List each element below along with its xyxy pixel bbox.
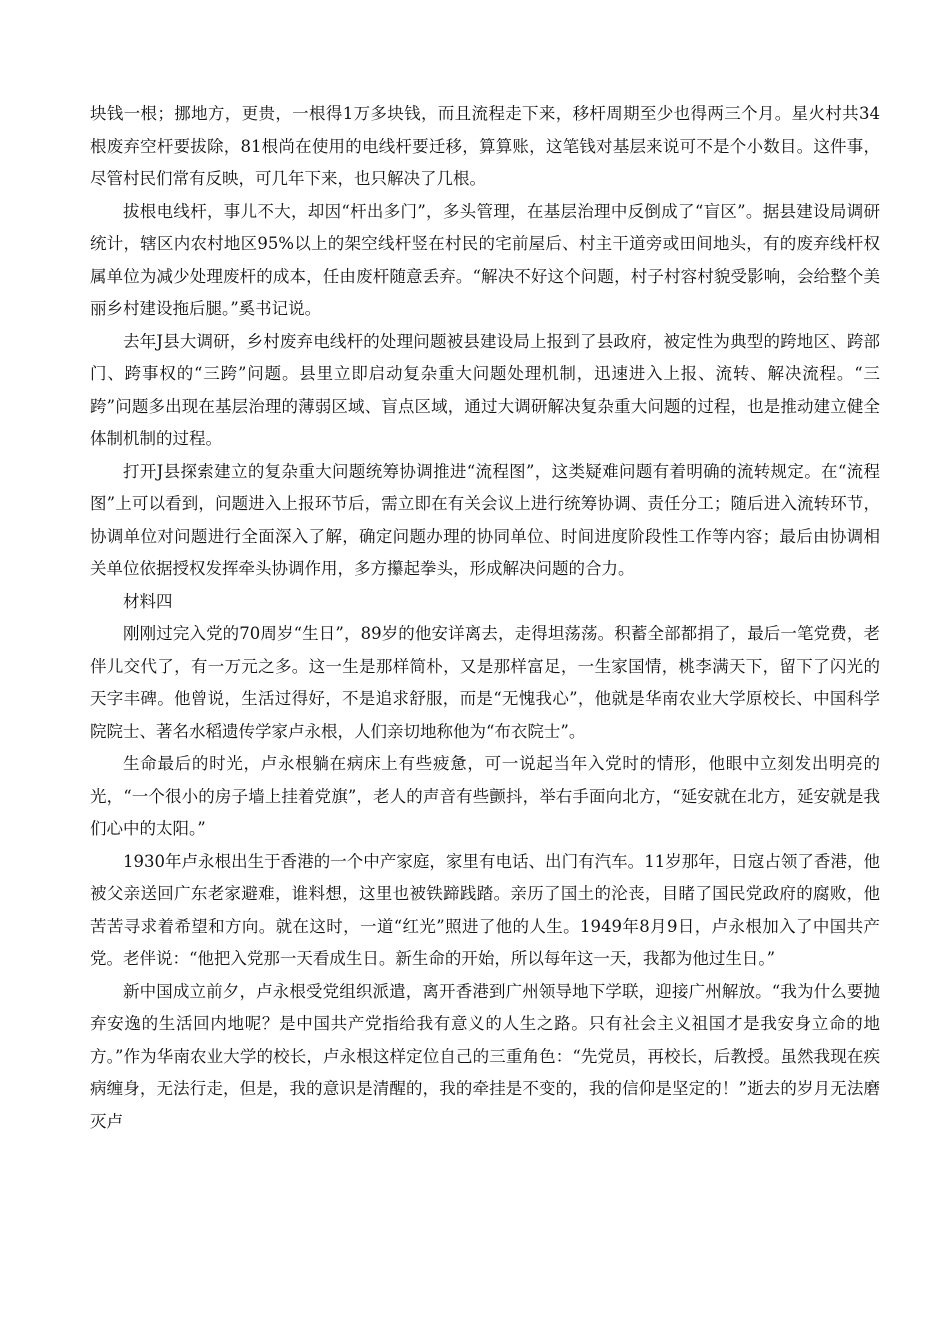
paragraph: 新中国成立前夕，卢永根受党组织派遣，离开香港到广州领导地下学联，迎接广州解放。“我为什么要抛弃安逸的生活回内地呢？是中国共产党指给我有意义的人生之路。只有社会主义祖国才是我安身立命的地方。”作为华南农业大学的校长，卢永根这样定位自己的三重角色：“先党员，再校长，后教授。虽然我现在疾病缠身，无法行走，但是，我的意识是清醒的，我的牵挂是不变的，我的信仰是坚定的！”逝去的岁月无法磨灭卢 — [90, 981, 880, 1131]
paragraph: 刚刚过完入党的70周岁“生日”，89岁的他安详离去，走得坦荡荡。积蓄全部都捐了，最后一笔党费，老伴儿交代了，有一万元之多。这一生是那样简朴，又是那样富足，一生家国情，桃李满天下，留下了闪光的天字丰碑。他曾说，生活过得好，不是追求舒服，而是“无愧我心”，他就是华南农业大学原校长、中国科学院院士、著名水稻遗传学家卢永根，人们亲切地称他为“布衣院士”。 — [90, 624, 880, 741]
paragraph: 去年J县大调研，乡村废弃电线杆的处理问题被县建设局上报到了县政府，被定性为典型的跨地区、跨部门、跨事权的“三跨”问题。县里立即启动复杂重大问题处理机制，迅速进入上报、流转、解决流程。“三跨”问题多出现在基层治理的薄弱区域、盲点区域，通过大调研解决复杂重大问题的过程，也是推动建立健全体制机制的过程。 — [90, 331, 880, 448]
paragraph: 打开J县探索建立的复杂重大问题统筹协调推进“流程图”，这类疑难问题有着明确的流转规定。在“流程图”上可以看到，问题进入上报环节后，需立即在有关会议上进行统筹协调、责任分工；随后进入流转环节，协调单位对问题进行全面深入了解，确定问题办理的协同单位、时间进度阶段性工作等内容；最后由协调相关单位依据授权发挥牵头协调作用，多方攥起拳头，形成解决问题的合力。 — [90, 461, 880, 578]
document-page — [90, 98, 880, 1138]
paragraph: 拔根电线杆，事儿不大，却因“杆出多门”，多头管理，在基层治理中反倒成了“盲区”。据县建设局调研统计，辖区内农村地区95%以上的架空线杆竖在村民的宅前屋后、村主干道旁或田间地头，有的废弃线杆权属单位为减少处理废杆的成本，任由废杆随意丢弃。“解决不好这个问题，村子村容村貌受影响，会给整个美丽乡村建设拖后腿。”奚书记说。 — [90, 201, 880, 318]
section-heading: 材料四 — [123, 591, 173, 611]
paragraph: 1930年卢永根出生于香港的一个中产家庭，家里有电话、出门有汽车。11岁那年，日寇占领了香港，他被父亲送回广东老家避难，谁料想，这里也被铁蹄践踏。亲历了国土的沦丧，目睹了国民党政府的腐败，他苦苦寻求着希望和方向。就在这时，一道“红光”照进了他的人生。1949年8月9日，卢永根加入了中国共产党。老伴说：“他把入党那一天看成生日。新生命的开始，所以每年这一天，我都为他过生日。” — [90, 851, 880, 968]
paragraph: 生命最后的时光，卢永根躺在病床上有些疲惫，可一说起当年入党时的情形，他眼中立刻发出明亮的光，“一个很小的房子墙上挂着党旗”，老人的声音有些颤抖，举右手面向北方，“延安就在北方，延安就是我们心中的太阳。” — [90, 754, 880, 838]
paragraph-continued: 块钱一根；挪地方，更贵，一根得1万多块钱，而且流程走下来，移杆周期至少也得两三个月。星火村共34根废弃空杆要拔除，81根尚在使用的电线杆要迁移，算算账，这笔钱对基层来说可不是个小数目。这件事，尽管村民们常有反映，可几年下来，也只解决了几根。 — [90, 104, 880, 188]
